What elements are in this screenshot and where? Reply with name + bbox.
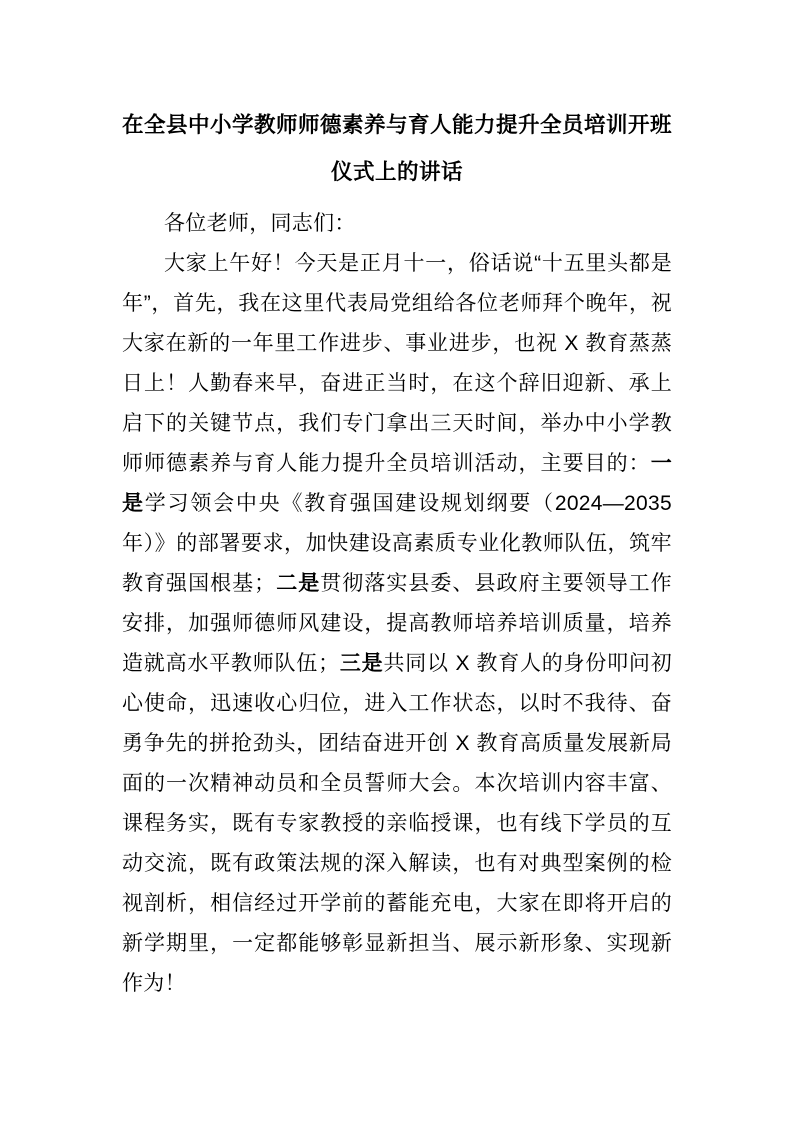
body-paragraph [122, 244, 672, 1004]
body-text: 贯彻落实县委、县政府主要领导工作安排，加强师德师风建设，提高教师培养培训质量，培养造就高水平教师队伍； [122, 572, 672, 675]
greeting-paragraph: 各位老师，同志们： [164, 212, 356, 235]
body-text: 学习领会中央《教育强国建设规划纲要（2024—2035 年）》的部署要求，加快建设高素质专业化教师队伍，筑牢教育强国根基； [122, 492, 672, 595]
emphasis-text: 三是 [339, 652, 384, 675]
emphasis-text: 二是 [275, 572, 321, 595]
emphasis-text: 一是 [122, 452, 672, 515]
body-text: 共同以 X 教育人的身份叩问初心使命，迅速收心归位，进入工作状态，以时不我待、奋勇争先的拼抢劲头，团结奋进开创 X 教育高质量发展新局面的一次精神动员和全员誓师大会。本次培训内容丰富、课程务实，既有专家教授的亲临授课，也有线下学员的互动交流，既有政策法规的深入解读，也有对典型案例的检视剖析，相信经过开学前的蓄能充电，大家在即将开启的新学期里，一定都能够彰显新担当、展示新形象、实现新作为！ [122, 652, 673, 995]
body-text: 大家上午好！今天是正月十一，俗话说“十五里头都是年”，首先，我在这里代表局党组给各位老师拜个晚年，祝大家在新的一年里工作进步、事业进步，也祝 X 教育蒸蒸日上！人勤春来早，奋进正当时，在这个辞旧迎新、承上启下的关键节点，我们专门拿出三天时间，举办中小学教师师德素养与育人能力提升全员培训活动，主要目的： [122, 252, 672, 475]
document-title: 在全县中小学教师师德素养与育人能力提升全员培训开班仪式上的讲话 [122, 113, 673, 184]
